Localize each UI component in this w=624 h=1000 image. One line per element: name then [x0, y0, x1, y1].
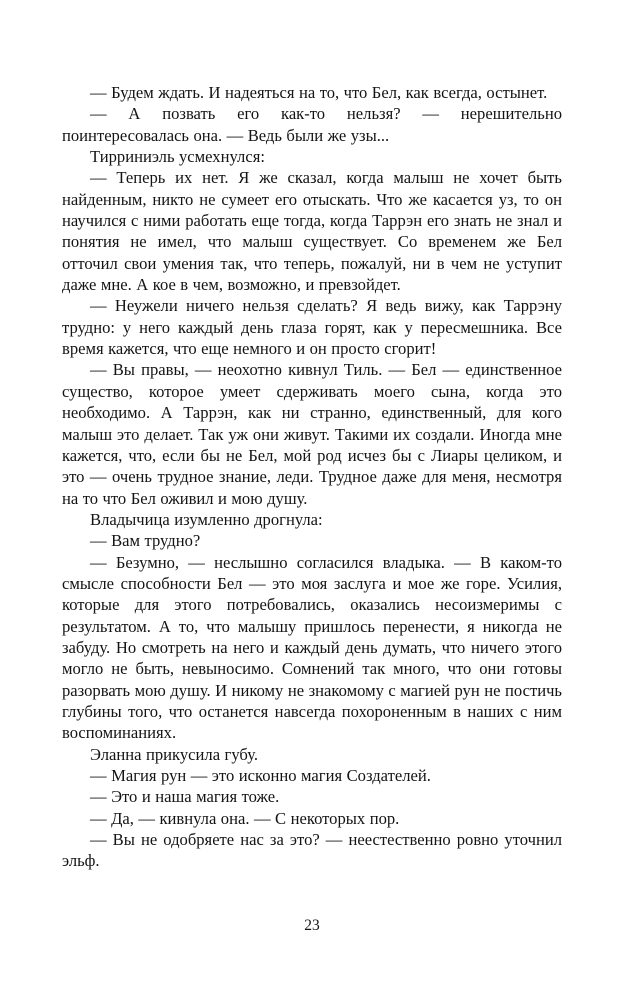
paragraph: Владычица изумленно дрогнула: [90, 509, 323, 529]
book-text-block [62, 82, 562, 872]
paragraph: Эланна прикусила губу. [90, 744, 259, 764]
page-number: 23 [304, 917, 320, 934]
paragraph: — Магия рун — это исконно магия Создателей. [90, 766, 431, 785]
paragraph: — Неужели ничего нельзя сделать? Я ведь вижу, как Таррэну трудно: у него каждый день глаза горят, как у пересмешника. Все время кажется, что еще немного и он просто сгорит! [62, 296, 562, 359]
paragraph: — Вам трудно? [90, 531, 201, 551]
paragraph: — Будем ждать. И надеяться на то, что Бел, как всегда, остынет. [90, 83, 548, 102]
paragraph: Тирриниэль усмехнулся: [90, 147, 265, 167]
paragraph: — Вы не одобряете нас за это? — неестественно ровно уточнил эльф. [62, 830, 562, 871]
paragraph: — Вы правы, — неохотно кивнул Тиль. — Бел — единственное существо, которое умеет сдерживать моего сына, когда это необходимо. А Таррэн, как ни странно, единственный, для кого малыш это делает. Так уж они живут. Такими их создали. Иногда мне кажется, что, если бы не Бел, мой род исчез бы с Лиары целиком, и это — очень трудное знание, леди. Трудное даже для меня, несмотря на то что Бел оживил и мою душу. [62, 360, 562, 508]
paragraph: — Да, — кивнула она. — С некоторых пор. [90, 808, 400, 828]
paragraph: — Это и наша магия тоже. [90, 787, 280, 807]
paragraph: — А позвать его как-то нельзя? — нерешительно поинтересовалась она. — Ведь были же узы... [62, 104, 562, 145]
paragraph: — Безумно, — неслышно согласился владыка. — В каком-то смысле способности Бел — это моя заслуга и мое же горе. Усилия, которые для этого потребовались, оказались несоизмеримы с результатом. А то, что малышу пришлось перенести, я никогда не забуду. Но смотреть на него и каждый день думать, что ничего этого могло не быть, невыносимо. Сомнений так много, что они готовы разорвать мою душу. И никому не знакомому с магией рун не постичь глубины того, что останется навсегда похороненным в наших с ним воспоминаниях. [62, 552, 562, 743]
paragraph: — Теперь их нет. Я же сказал, когда малыш не хочет быть найденным, никто не сумеет его отыскать. Что же касается уз, то он научился с ними работать еще тогда, когда Таррэн его знать не знал и понятия не имел, что малыш существует. Со временем же Бел отточил свои умения так, что теперь, пожалуй, ни в чем не уступит даже мне. А кое в чем, возможно, и превзойдет. [62, 168, 562, 295]
